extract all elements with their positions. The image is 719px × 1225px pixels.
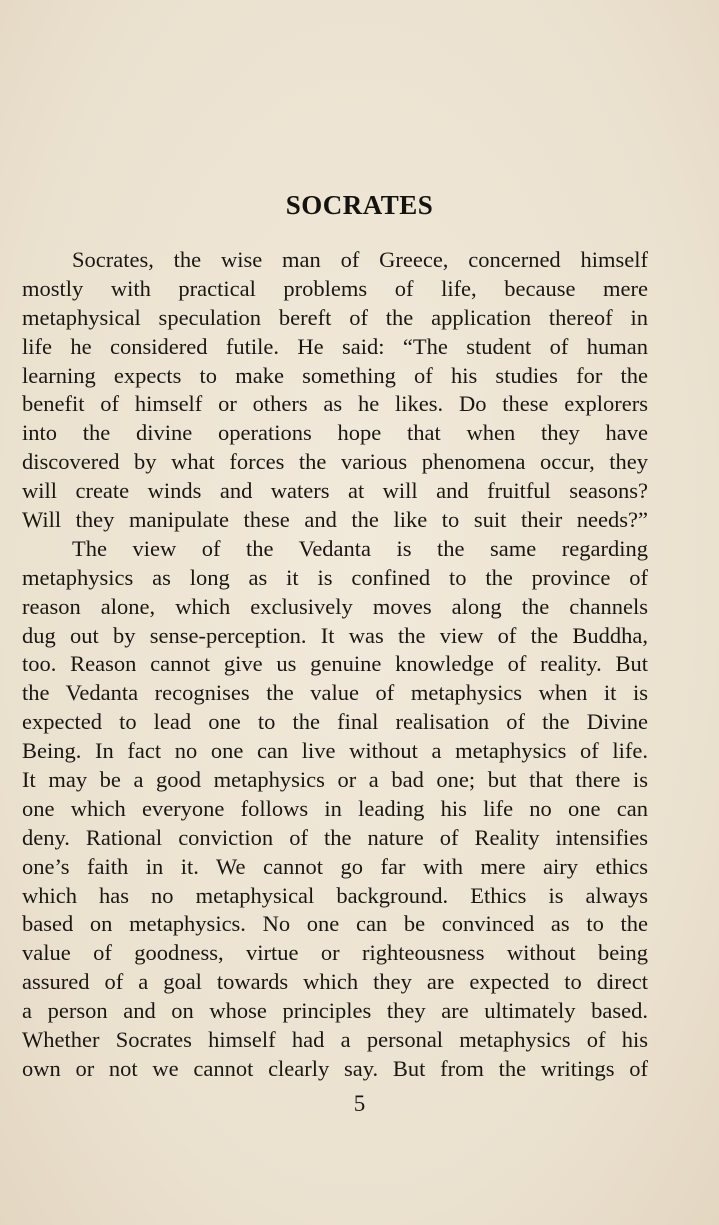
paragraph-1 bbox=[22, 246, 648, 535]
text-line: metaphysics as long as it is confined to the province of bbox=[22, 564, 648, 590]
text-line: into the divine operations hope that when they have bbox=[22, 420, 648, 446]
text-line: discovered by what forces the various phenomena occur, they bbox=[22, 449, 648, 475]
text-line: The view of the Vedanta is the same regarding bbox=[72, 535, 648, 561]
text-line: Will they manipulate these and the like to suit their needs?” bbox=[22, 507, 648, 533]
text-line: reason alone, which exclusively moves along the channels bbox=[22, 593, 648, 619]
text-line: based on metaphysics. No one can be convinced as to the bbox=[22, 911, 648, 937]
body-text bbox=[22, 246, 648, 1084]
text-line: Whether Socrates himself had a personal metaphysics of his bbox=[22, 1027, 648, 1053]
text-line: value of goodness, virtue or righteousness without being bbox=[22, 940, 648, 966]
text-line: Socrates, the wise man of Greece, concerned himself bbox=[72, 247, 648, 272]
paragraph-2 bbox=[22, 535, 648, 1084]
text-line: mostly with practical problems of life, because mere bbox=[22, 275, 648, 301]
text-line: life he considered futile. He said: “The student of human bbox=[22, 333, 648, 359]
text-line: will create winds and waters at will and fruitful seasons? bbox=[22, 478, 648, 504]
text-line: one’s faith in it. We cannot go far with mere airy ethics bbox=[22, 853, 648, 879]
text-line: one which everyone follows in leading his life no one can bbox=[22, 795, 648, 821]
text-line: too. Reason cannot give us genuine knowledge of reality. But bbox=[22, 651, 648, 677]
show-through-texture bbox=[60, 70, 700, 178]
text-line: expected to lead one to the final realisation of the Divine bbox=[22, 709, 648, 735]
text-line: learning expects to make something of his studies for the bbox=[22, 362, 648, 388]
text-line: dug out by sense-perception. It was the view of the Buddha, bbox=[22, 622, 648, 648]
text-line: own or not we cannot clearly say. But from the writings of bbox=[22, 1055, 648, 1081]
text-line: It may be a good metaphysics or a bad one; but that there is bbox=[22, 767, 648, 793]
text-line: deny. Rational conviction of the nature of Reality intensifies bbox=[22, 824, 648, 850]
text-line: Being. In fact no one can live without a metaphysics of life. bbox=[22, 738, 648, 764]
text-line: which has no metaphysical background. Ethics is always bbox=[22, 882, 648, 908]
text-line: the Vedanta recognises the value of metaphysics when it is bbox=[22, 680, 648, 706]
text-line: a person and on whose principles they are ultimately based. bbox=[22, 998, 648, 1024]
text-line: metaphysical speculation bereft of the application thereof in bbox=[22, 304, 648, 330]
text-line: assured of a goal towards which they are expected to direct bbox=[22, 969, 648, 995]
chapter-title: SOCRATES bbox=[285, 190, 434, 220]
text-line: benefit of himself or others as he likes. Do these explorers bbox=[22, 391, 648, 417]
page-number: 5 bbox=[353, 1091, 366, 1116]
